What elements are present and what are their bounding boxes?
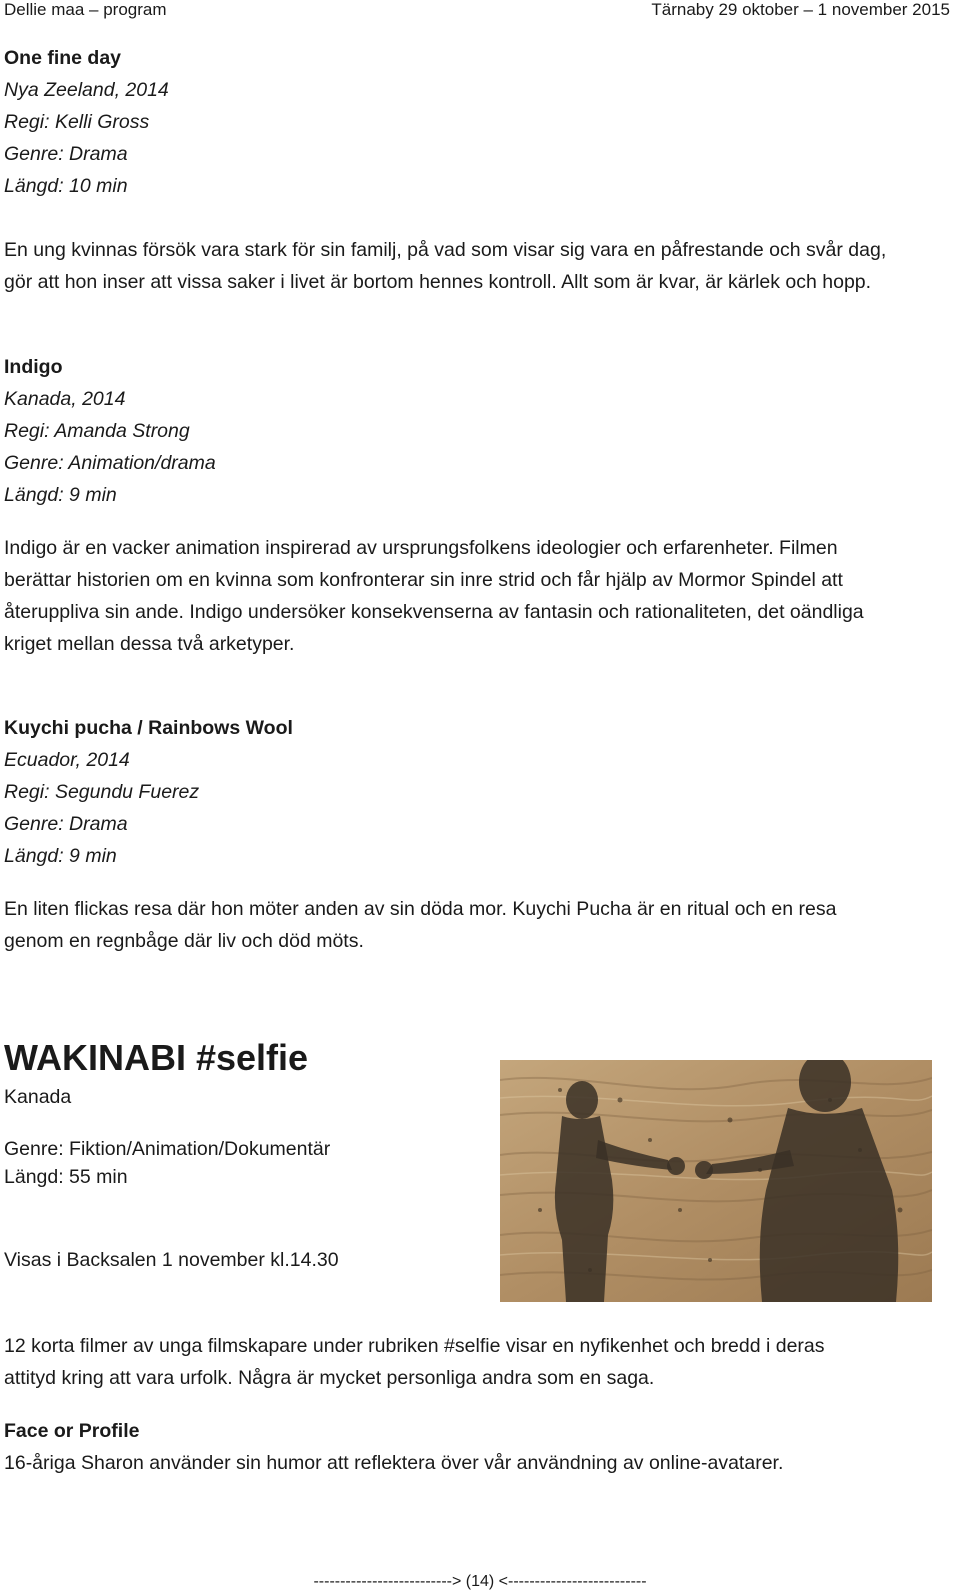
- shadow-figures-on-wood-image: [500, 1060, 932, 1302]
- film-genre: Genre: Animation/drama: [4, 452, 216, 474]
- film-director: Regi: Amanda Strong: [4, 420, 190, 442]
- program-section-title: WAKINABI #selfie: [4, 1037, 309, 1078]
- film-country-year: Ecuador, 2014: [4, 749, 130, 771]
- film-length: Längd: 9 min: [4, 845, 117, 867]
- film-description-line: berättar historien om en kvinna som konfronterar sin inre strid och får hjälp av Mormor Spindel att: [4, 569, 843, 591]
- page-number-marker: --------------------------> (14) <--------------------------: [313, 1573, 647, 1590]
- program-description-line: attityd kring att vara urfolk. Några är mycket personliga andra som en saga.: [4, 1367, 655, 1389]
- program-length: Längd: 55 min: [4, 1166, 128, 1188]
- program-showing-time: Visas i Backsalen 1 november kl.14.30: [4, 1249, 339, 1271]
- program-description-line: 12 korta filmer av unga filmskapare under rubriken #selfie visar en nyfikenhet och bredd i deras: [4, 1335, 825, 1357]
- film-title: Face or Profile: [4, 1420, 140, 1442]
- film-director: Regi: Kelli Gross: [4, 111, 150, 133]
- film-description-line: En ung kvinnas försök vara stark för sin familj, på vad som visar sig vara en påfrestande och svår dag,: [4, 239, 887, 261]
- page-header: [4, 0, 950, 24]
- header-program-title: Dellie maa – program: [4, 0, 167, 19]
- film-director: Regi: Segundu Fuerez: [4, 781, 200, 803]
- film-length: Längd: 10 min: [4, 175, 128, 197]
- film-description-line: genom en regnbåge där liv och död möts.: [4, 930, 364, 952]
- film-title: One fine day: [4, 47, 122, 69]
- film-description-line: 16-åriga Sharon använder sin humor att reflektera över vår användning av online-avatarer.: [4, 1452, 784, 1474]
- program-country: Kanada: [4, 1086, 72, 1108]
- film-country-year: Kanada, 2014: [4, 388, 126, 410]
- film-description-line: kriget mellan dessa två arketyper.: [4, 633, 295, 655]
- film-title: Kuychi pucha / Rainbows Wool: [4, 717, 293, 739]
- film-genre: Genre: Drama: [4, 813, 128, 835]
- film-genre: Genre: Drama: [4, 143, 128, 165]
- film-length: Längd: 9 min: [4, 484, 117, 506]
- film-description-line: gör att hon inser att vissa saker i livet är bortom hennes kontroll. Allt som är kvar, är kärlek och hopp.: [4, 271, 872, 293]
- film-description-line: En liten flickas resa där hon möter anden av sin döda mor. Kuychi Pucha är en ritual och en resa: [4, 898, 837, 920]
- header-event-dates: Tärnaby 29 oktober – 1 november 2015: [651, 0, 950, 19]
- film-description-line: återuppliva sin ande. Indigo undersöker konsekvenserna av fantasin och rationaliteten, det oändliga: [4, 601, 864, 623]
- film-country-year: Nya Zeeland, 2014: [4, 79, 169, 101]
- film-description-line: Indigo är en vacker animation inspirerad av ursprungsfolkens ideologier och erfarenheter. Filmen: [4, 537, 838, 559]
- program-genre: Genre: Fiktion/Animation/Dokumentär: [4, 1138, 331, 1160]
- film-title: Indigo: [4, 356, 63, 378]
